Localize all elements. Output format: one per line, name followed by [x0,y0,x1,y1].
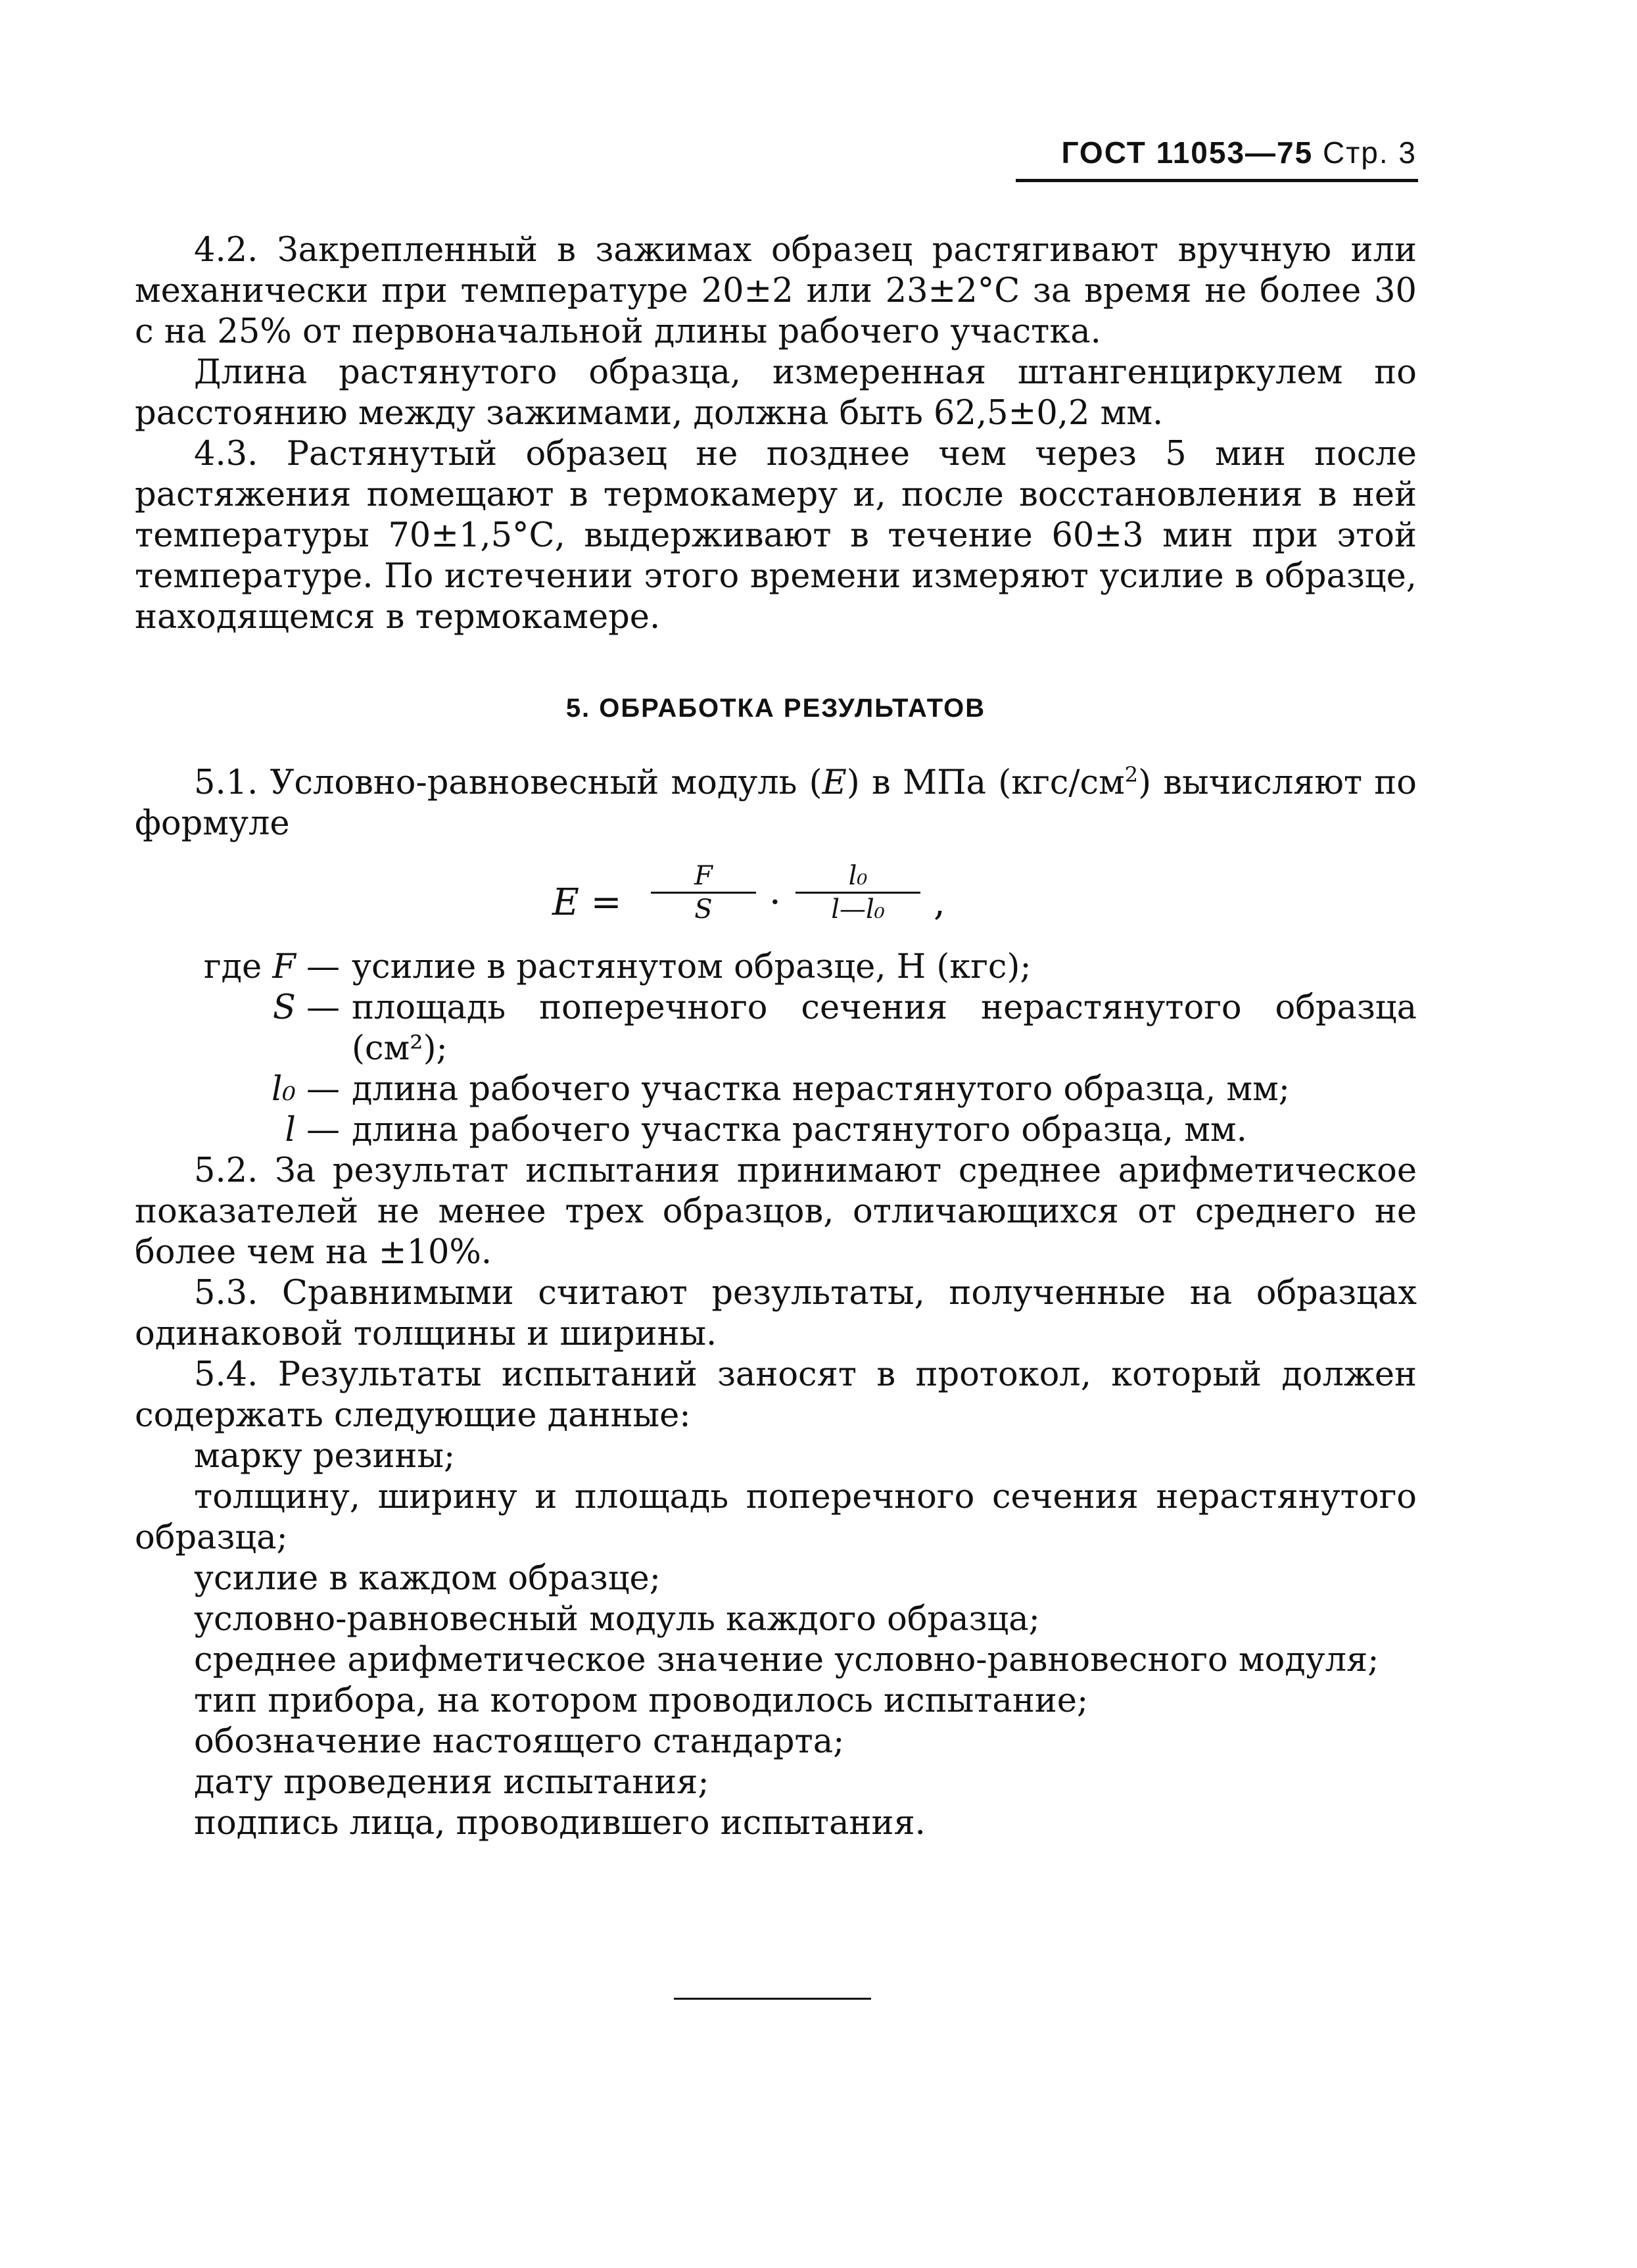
definition-dash: — [295,1111,340,1149]
definition-prefix: где [203,948,273,986]
paragraph-4-3: 4.3. Растянутый образец не позднее чем через 5 мин после растяжения помещают в термокамеру и, после восстановления в ней температуры 70±1,5°С, выдерживают в течение 60±3 мин при этой температуре. По истечении этого времени измеряют усилие в образце, находящемся в термокамере. [135,435,1417,637]
p51-part-b: ) в МПа (кгс/см [846,763,1125,802]
page-number: Стр. 3 [1322,135,1417,170]
definition-variable: l₀ [272,1070,296,1109]
definition-row [135,1110,1417,1151]
fraction-force-area [651,861,756,924]
definition-symbol [135,1069,352,1110]
paragraph-5-4: 5.4. Результаты испытаний заносят в протокол, который должен содержать следующие данные: [135,1355,1417,1435]
list-item: дату проведения испытания; [194,1763,709,1802]
fraction-denominator-diff: l—l₀ [831,894,885,925]
formula-lhs: E = [552,881,622,924]
p51-superscript: 2 [1124,762,1139,787]
end-rule [674,1998,871,2000]
definition-variable: l [285,1111,296,1149]
definition-variable: S [272,988,296,1027]
section-4-text [135,230,1417,638]
list-item: усилие в каждом образце; [194,1559,661,1598]
definition-symbol [135,988,352,1028]
definition-text: длина рабочего участка нерастянутого образца, мм; [352,1070,1290,1109]
modulus-formula [552,855,1012,947]
definition-symbol [135,947,352,988]
formula-comma: , [934,881,945,924]
p51-symbol-e: E [822,763,847,802]
definition-dash: — [295,1070,340,1109]
definition-row [135,947,1417,988]
fraction-numerator-l0: l₀ [848,861,868,891]
paragraph-5-1-text [135,763,1417,844]
definition-variable: F [272,948,296,986]
paragraph-5-2: 5.2. За результат испытания принимают среднее арифметическое показателей не менее трех образцов, отличающихся от среднего не более чем на ±10%. [135,1151,1417,1272]
list-item: условно-равновесный модуль каждого образца; [194,1600,1040,1639]
fraction-bar [795,892,920,894]
p51-part-a: 5.1. Условно-равновесный модуль ( [194,763,822,802]
definition-text: длина рабочего участка растянутого образца, мм. [352,1111,1247,1149]
definition-row [135,988,1417,1069]
list-item: марку резины; [194,1437,456,1476]
list-item: толщину, ширину и площадь поперечного сечения нерастянутого образца; [135,1478,1417,1557]
definition-text: усилие в растянутом образце, Н (кгс); [352,948,1032,986]
definition-dash: — [295,948,340,986]
list-item: среднее арифметическое значение условно-равновесного модуля; [194,1641,1379,1679]
paragraph-4-2-length: Длина растянутого образца, измеренная штангенциркулем по расстоянию между зажимами, должна быть 62,5±0,2 мм. [135,353,1417,433]
fraction-numerator-f: F [694,861,713,891]
paragraph-4-2: 4.2. Закрепленный в зажимах образец растягивают вручную или механически при температуре 20±2 или 23±2°С за время не более 30 с на 25% от первоначальной длины рабочего участка. [135,231,1417,351]
p51-part-c: ) вычисляют по формуле [135,763,1417,843]
list-item: тип прибора, на котором проводилось испытание; [194,1681,1089,1720]
section-5-text [135,1151,1417,1844]
fraction-bar [651,892,756,894]
formula-definitions [135,947,1417,1151]
header-rule [1016,179,1418,182]
list-item: подпись лица, проводившего испытания. [194,1804,926,1843]
definition-dash: — [295,988,340,1027]
section-5-heading: 5. ОБРАБОТКА РЕЗУЛЬТАТОВ [565,694,986,723]
fraction-length-ratio [795,861,920,924]
definition-row [135,1069,1417,1110]
page-header [1012,135,1417,170]
standard-number: ГОСТ 11053—75 [1061,135,1314,170]
formula-multiply: · [769,881,781,924]
definition-symbol [135,1110,352,1151]
list-item: обозначение настоящего стандарта; [194,1722,845,1761]
paragraph-5-3: 5.3. Сравнимыми считают результаты, полученные на образцах одинаковой толщины и ширины. [135,1274,1417,1353]
definition-text: площадь поперечного сечения нерастянутого образца (см²); [352,988,1417,1068]
paragraph-5-1 [135,763,1417,844]
fraction-denominator-s: S [694,894,713,925]
